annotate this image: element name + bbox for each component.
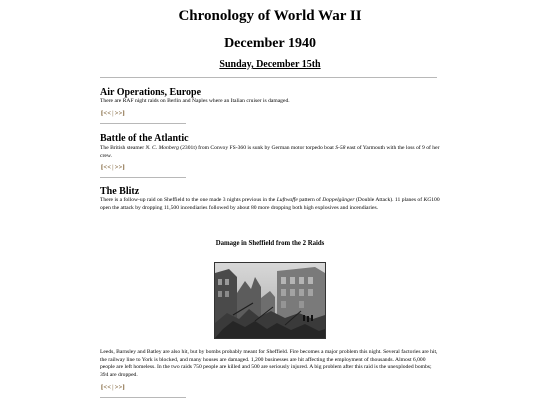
- nav-bracket-open: [: [101, 110, 104, 117]
- section-text-the-blitz: [100, 197, 440, 212]
- nav-bracket-close: ]: [122, 164, 125, 171]
- divider: [100, 123, 186, 124]
- text-fragment: (Double Attack). 11 planes of: [354, 197, 424, 203]
- section-text-air-operations: There are RAF night raids on Berlin and Naples where an Italian cruiser is damaged.: [100, 98, 290, 104]
- section-text-battle-atlantic: [100, 145, 440, 160]
- photo-graphic: [215, 263, 325, 338]
- ship-name: N. C. Monberg: [145, 145, 179, 151]
- day-heading: Sunday, December 15th: [219, 59, 321, 70]
- text-fragment: The British steamer: [100, 145, 146, 151]
- section-title-the-blitz: The Blitz: [100, 186, 140, 197]
- next-link[interactable]: >>: [114, 110, 123, 117]
- kg-term: KG: [423, 197, 432, 203]
- sheffield-damage-photo: [214, 262, 326, 339]
- page-title: Chronology of World War II: [178, 8, 362, 24]
- nav-bracket-open: [: [101, 164, 104, 171]
- nav-links: [101, 110, 125, 117]
- figure-caption: Damage in Sheffield from the 2 Raids: [215, 240, 325, 247]
- month-heading: December 1940: [224, 36, 316, 51]
- nav-links: [101, 164, 125, 171]
- nav-bracket-close: ]: [122, 384, 125, 391]
- section-title-air-operations: Air Operations, Europe: [100, 87, 202, 98]
- text-fragment: (2301t) from Convoy FS-360 is sunk by German motor torpedo boat: [178, 145, 336, 151]
- next-link[interactable]: >>: [114, 384, 123, 391]
- divider: [100, 397, 186, 398]
- nav-separator: |: [112, 110, 114, 117]
- prev-link[interactable]: <<: [103, 164, 112, 171]
- text-fragment: pattern of: [297, 197, 323, 203]
- text-fragment: 100 open the attack by dropping 11,500 incendiaries followed by about 80 more dropping both high explosives and incendiaries.: [100, 197, 440, 211]
- next-link[interactable]: >>: [114, 164, 123, 171]
- doppelganger-term: Doppelgänger: [322, 197, 355, 203]
- nav-links: [101, 384, 125, 391]
- divider: [100, 77, 437, 78]
- nav-bracket-close: ]: [122, 110, 125, 117]
- prev-link[interactable]: <<: [103, 384, 112, 391]
- section-text-aftermath: Leeds, Barnsley and Batley are also hit, but by bombs probably meant for Sheffield. Fire becomes a major problem this night. Several factories are hit, the railway line to York is blocked, and many houses are damaged. 1,200 businesses are hit affecting the employment of thousands. Almost 6,000 people are left homeless. In the two raids 750 people are killed and 500 are seriously injured. A big problem after this raid is the unexploded bombs; 394 are dropped.: [100, 349, 438, 378]
- luftwaffe-term: Luftwaffe: [276, 197, 298, 203]
- nav-separator: |: [112, 384, 114, 391]
- prev-link[interactable]: <<: [103, 110, 112, 117]
- nav-bracket-open: [: [101, 384, 104, 391]
- nav-separator: |: [112, 164, 114, 171]
- boat-name: S-58: [335, 145, 346, 151]
- text-fragment: east of Yarmouth with the loss of 9 of her crew.: [100, 145, 440, 159]
- divider: [100, 177, 186, 178]
- section-title-battle-atlantic: Battle of the Atlantic: [100, 133, 189, 144]
- text-fragment: There is a follow-up raid on Sheffield to the one made 3 nights previous in the: [100, 197, 277, 203]
